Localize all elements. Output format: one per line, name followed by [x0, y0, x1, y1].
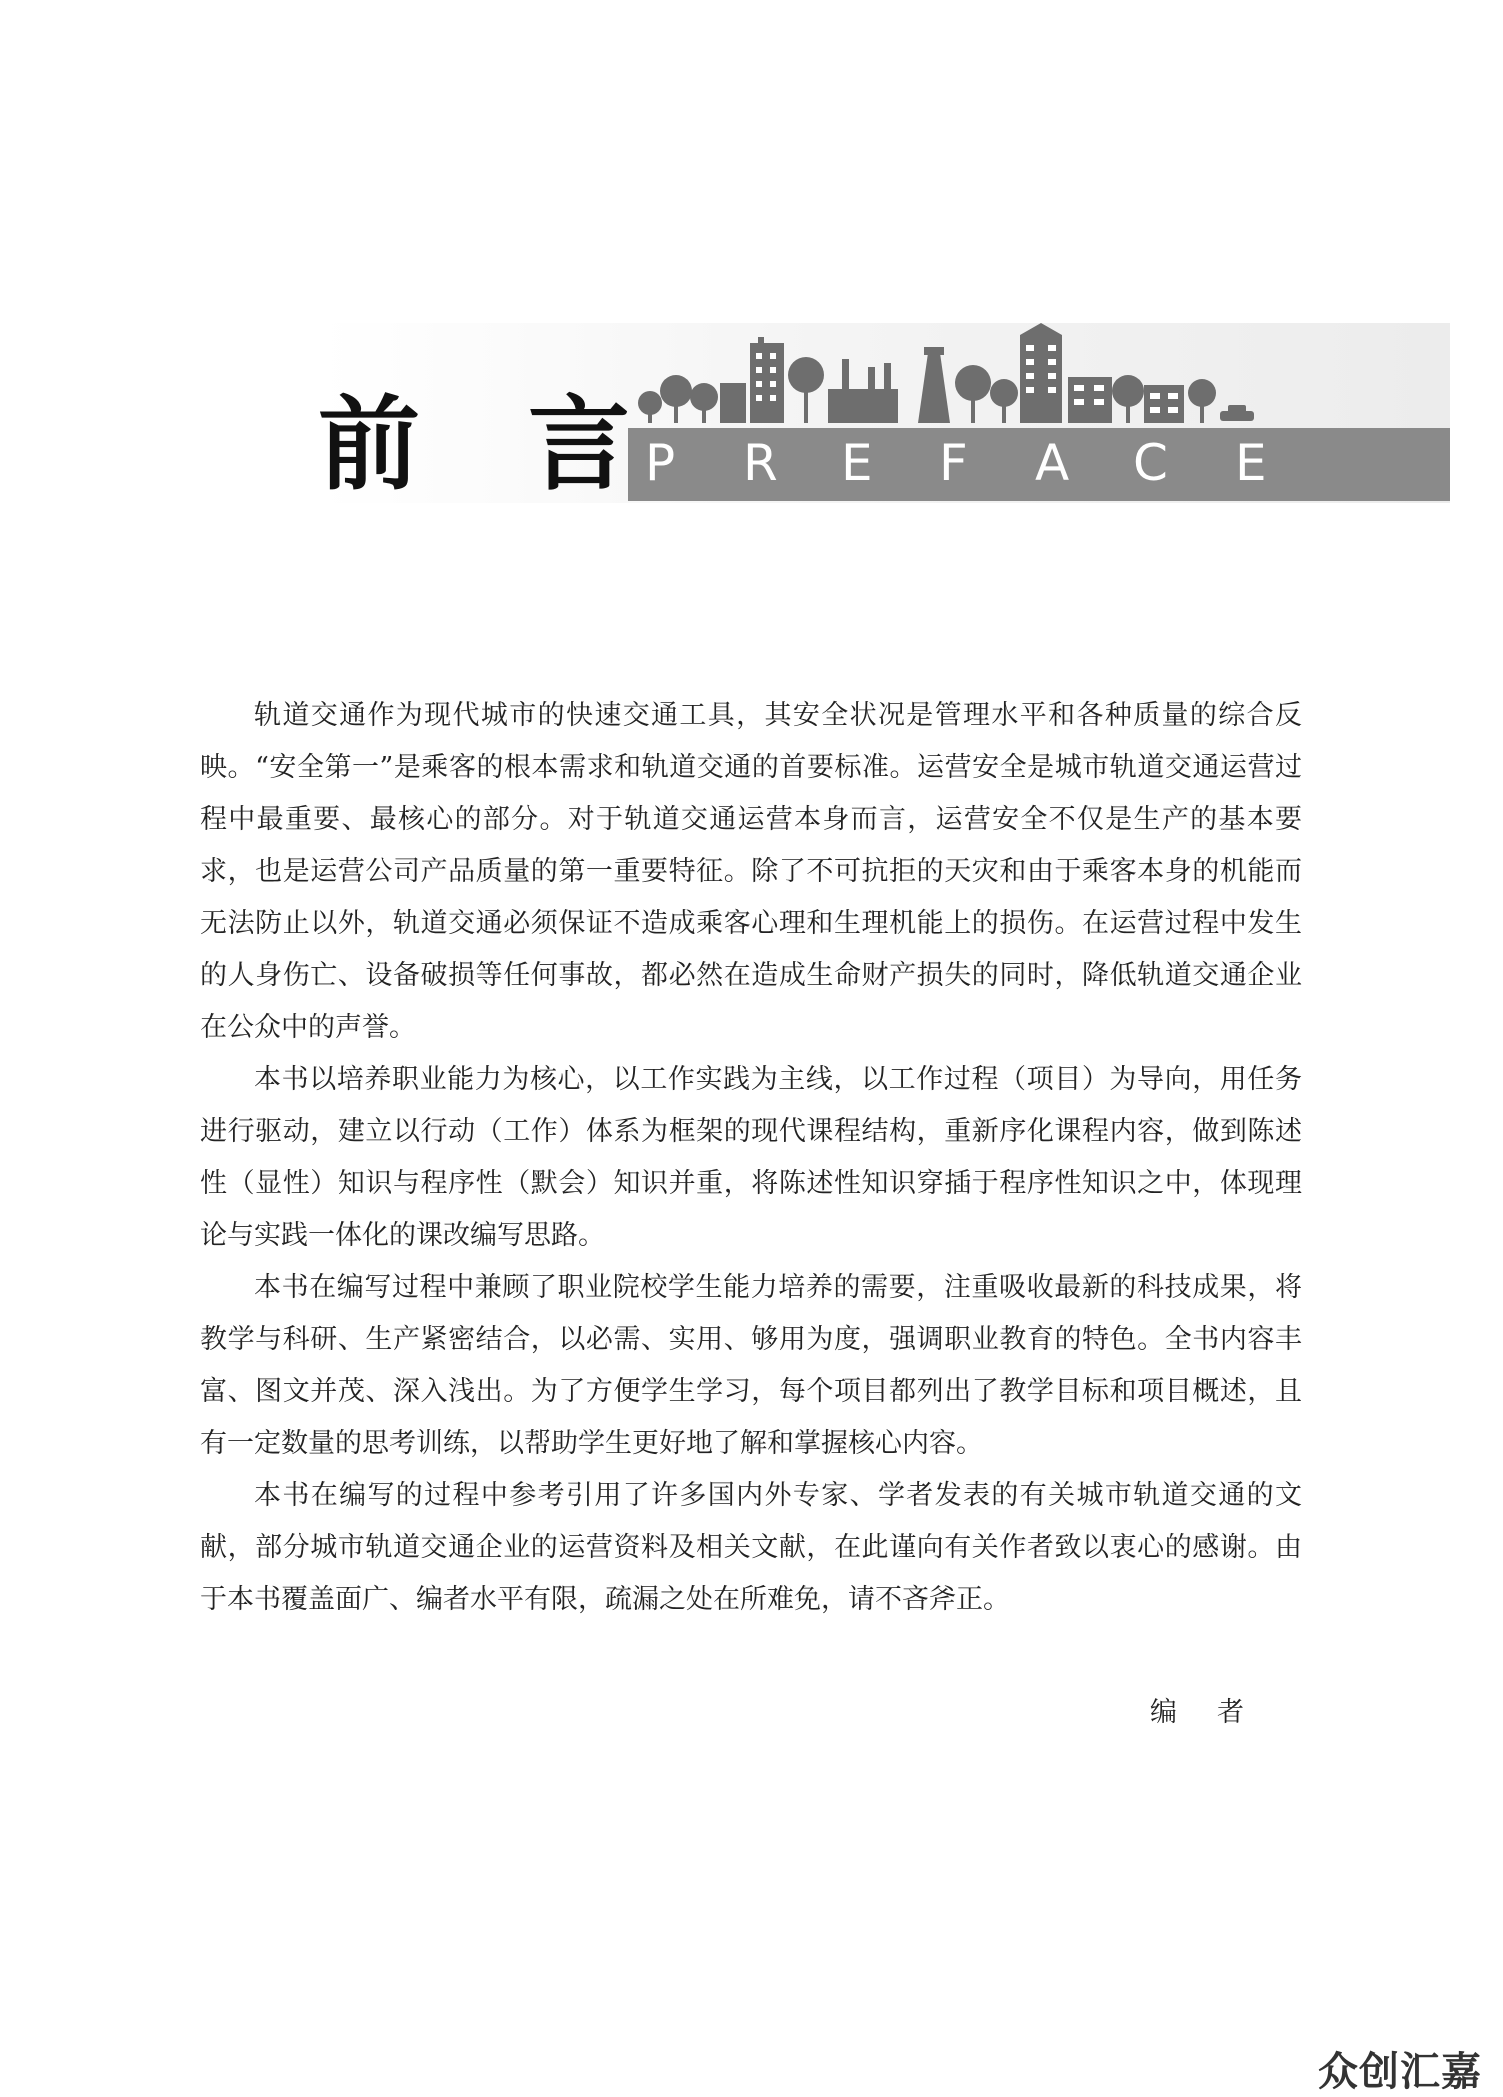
city-skyline-illustration: [628, 323, 1268, 423]
preface-letter: E: [1235, 434, 1267, 492]
preface-letter: F: [939, 434, 968, 492]
paragraph: 本书以培养职业能力为核心，以工作实践为主线，以工作过程（项目）为导向，用任务进行驱动，建立以行动（工作）体系为框架的现代课程结构，重新序化课程内容，做到陈述性（显性）知识与程序性（默会）知识并重，将陈述性知识穿插于程序性知识之中，体现理论与实践一体化的课改编写思路。: [200, 1064, 1302, 1251]
paragraph: 本书在编写过程中兼顾了职业院校学生能力培养的需要，注重吸收最新的科技成果，将教学与科研、生产紧密结合，以必需、实用、够用为度，强调职业教育的特色。全书内容丰富、图文并茂、深入浅出。为了方便学生学习，每个项目都列出了教学目标和项目概述，且有一定数量的思考训练，以帮助学生更好地了解和掌握核心内容。: [200, 1272, 1302, 1459]
watermark: 众创汇嘉: [1318, 2049, 1482, 2095]
title-char-1: 前: [318, 386, 420, 505]
preface-letter: A: [1035, 434, 1070, 492]
preface-letter: C: [1133, 434, 1168, 492]
preface-body: [200, 690, 1302, 1626]
preface-letter: R: [743, 434, 778, 492]
author-signature: 编者: [1150, 1697, 1284, 1728]
paragraph: 轨道交通作为现代城市的快速交通工具，其安全状况是管理水平和各种质量的综合反映。“安全第一”是乘客的根本需求和轨道交通的首要标准。运营安全是城市轨道交通运营过程中最重要、最核心的部分。对于轨道交通运营本身而言，运营安全不仅是生产的基本要求，也是运营公司产品质量的第一重要特征。除了不可抗拒的天灾和由于乘客本身的机能而无法防止以外，轨道交通必须保证不造成乘客心理和生理机能上的损伤。在运营过程中发生的人身伤亡、设备破损等任何事故，都必然在造成生命财产损失的同时，降低轨道交通企业在公众中的声誉。: [200, 700, 1302, 1043]
title-char-2: 言: [528, 386, 630, 505]
preface-letter: E: [841, 434, 873, 492]
paragraph: 本书在编写的过程中参考引用了许多国内外专家、学者发表的有关城市轨道交通的文献，部分城市轨道交通企业的运营资料及相关文献，在此谨向有关作者致以衷心的感谢。由于本书覆盖面广、编者水平有限，疏漏之处在所难免，请不吝斧正。: [200, 1480, 1302, 1615]
preface-letter: P: [645, 434, 676, 492]
